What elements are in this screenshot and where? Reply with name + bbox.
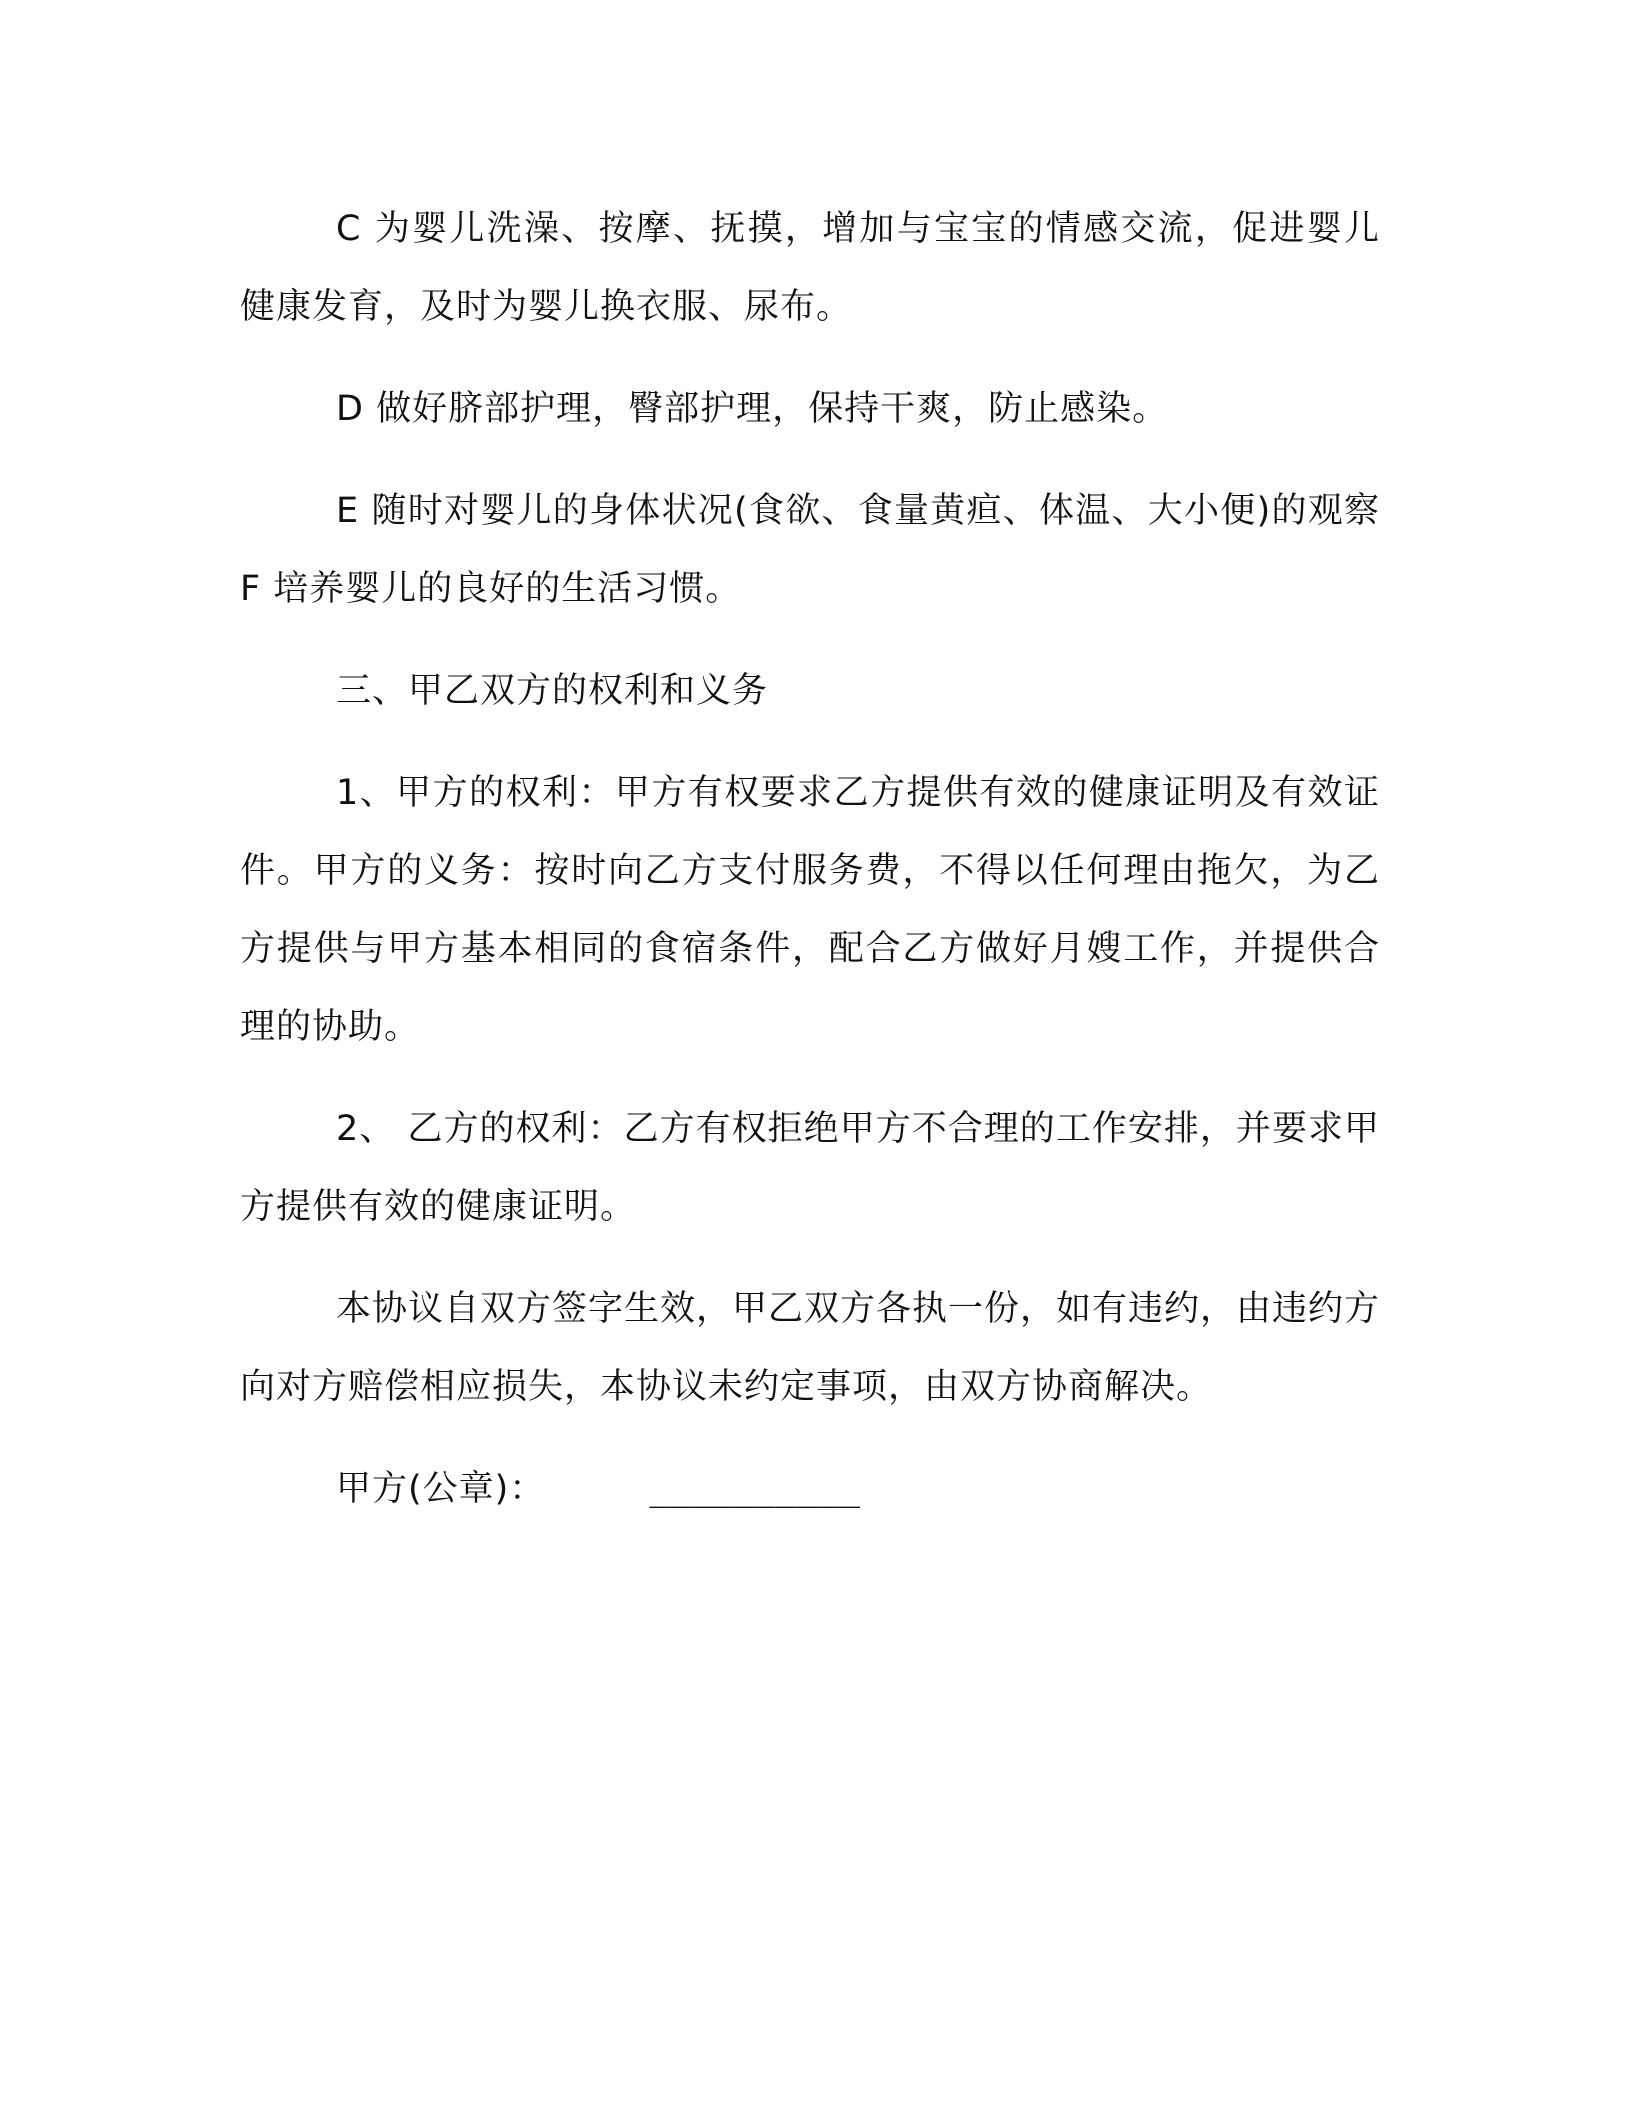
document-body	[240, 190, 1380, 1552]
signature-blank: __________	[649, 1469, 861, 1509]
paragraph-infant-care-e-f: E 随时对婴儿的身体状况(食欲、食量黄疸、体温、大小便)的观察 F 培养婴儿的良好的生活习惯。	[240, 491, 1380, 609]
signature-line	[240, 1450, 1380, 1528]
paragraph-infant-care-d: D 做好脐部护理，臀部护理，保持干爽，防止感染。	[336, 389, 1169, 429]
paragraph-party-b-rights: 2、 乙方的权利：乙方有权拒绝甲方不合理的工作安排，并要求甲方提供有效的健康证明。	[240, 1109, 1380, 1227]
paragraph-party-a-rights: 1、甲方的权利：甲方有权要求乙方提供有效的健康证明及有效证件。甲方的义务：按时向乙方支付服务费，不得以任何理由拖欠，为乙方提供与甲方基本相同的食宿条件，配合乙方做好月嫂工作，并提供合理的协助。	[240, 773, 1380, 1047]
paragraph-agreement-effect: 本协议自双方签字生效，甲乙双方各执一份，如有违约，由违约方向对方赔偿相应损失，本协议未约定事项，由双方协商解决。	[240, 1289, 1381, 1407]
signature-label: 甲方(公章)：	[336, 1469, 546, 1509]
section-heading-rights-obligations: 三、甲乙双方的权利和义务	[336, 671, 769, 711]
paragraph-infant-care-c: C 为婴儿洗澡、按摩、抚摸，增加与宝宝的情感交流，促进婴儿健康发育，及时为婴儿换衣服、尿布。	[240, 209, 1380, 327]
